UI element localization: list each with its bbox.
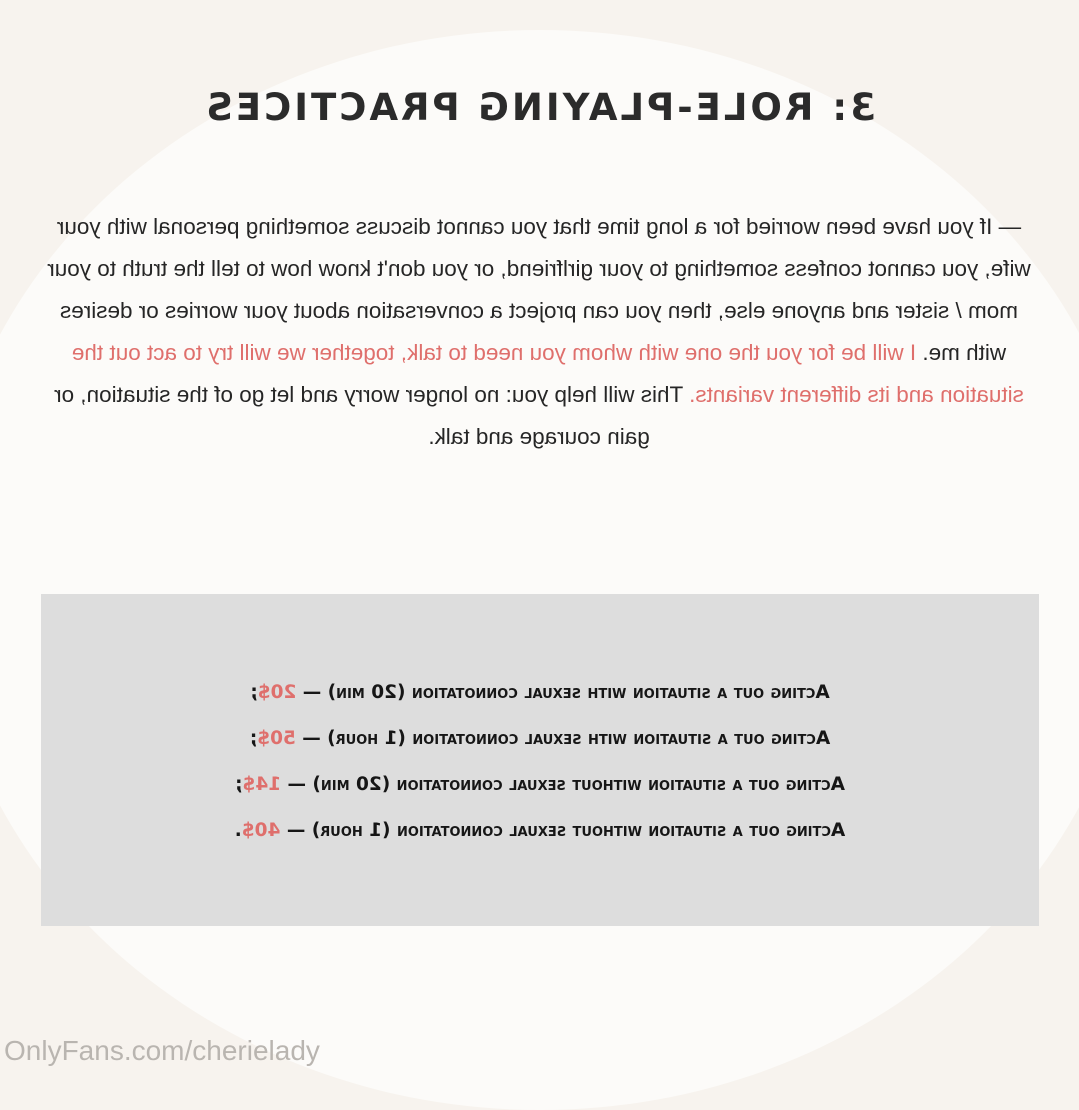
intro-text-part2: This will help you: no longer worry and let go of the situation, or gain courage and talk.: [54, 382, 690, 449]
price-item-end: ;: [249, 728, 258, 749]
price-item-text: Acting out a situation without sexual connotation (20 min) —: [281, 774, 845, 795]
price-item: [41, 716, 1039, 762]
price-item-text: Acting out a situation without sexual connotation (1 hour) —: [280, 820, 846, 841]
intro-paragraph: [44, 206, 1034, 458]
intro-text-part1: — If you have been worried for a long time that you cannot discuss something personal with your wife, you cannot confess something to your girlfriend, or you don't know how to tell the truth to your mom / sister and anyone else, then you can project a conversation about your worries or desires with me.: [47, 214, 1031, 365]
watermark: OnlyFans.com/cherielady: [4, 1035, 320, 1066]
price-panel: [41, 594, 1039, 926]
price-item: [41, 762, 1039, 808]
price-item: [41, 670, 1039, 716]
price-value: 14$: [242, 774, 282, 795]
price-item-end: ;: [250, 682, 258, 703]
price-value: 40$: [241, 820, 281, 841]
price-value: 20$: [257, 682, 297, 703]
price-item-end: .: [234, 820, 242, 841]
price-value: 50$: [257, 728, 296, 749]
price-item-text: Acting out a situation with sexual connotation (20 min) —: [296, 682, 830, 703]
page-title: 3: ROLE-PLAYING PRACTICES: [203, 86, 876, 129]
price-item: [41, 808, 1039, 854]
intro-highlight: I will be for you the one with whom you need to talk, together we will try to act out the situation and its different variants.: [71, 340, 1024, 407]
price-item-text: Acting out a situation with sexual connotation (1 hour) —: [295, 728, 831, 749]
price-list: [41, 670, 1039, 854]
price-item-end: ;: [235, 774, 243, 795]
